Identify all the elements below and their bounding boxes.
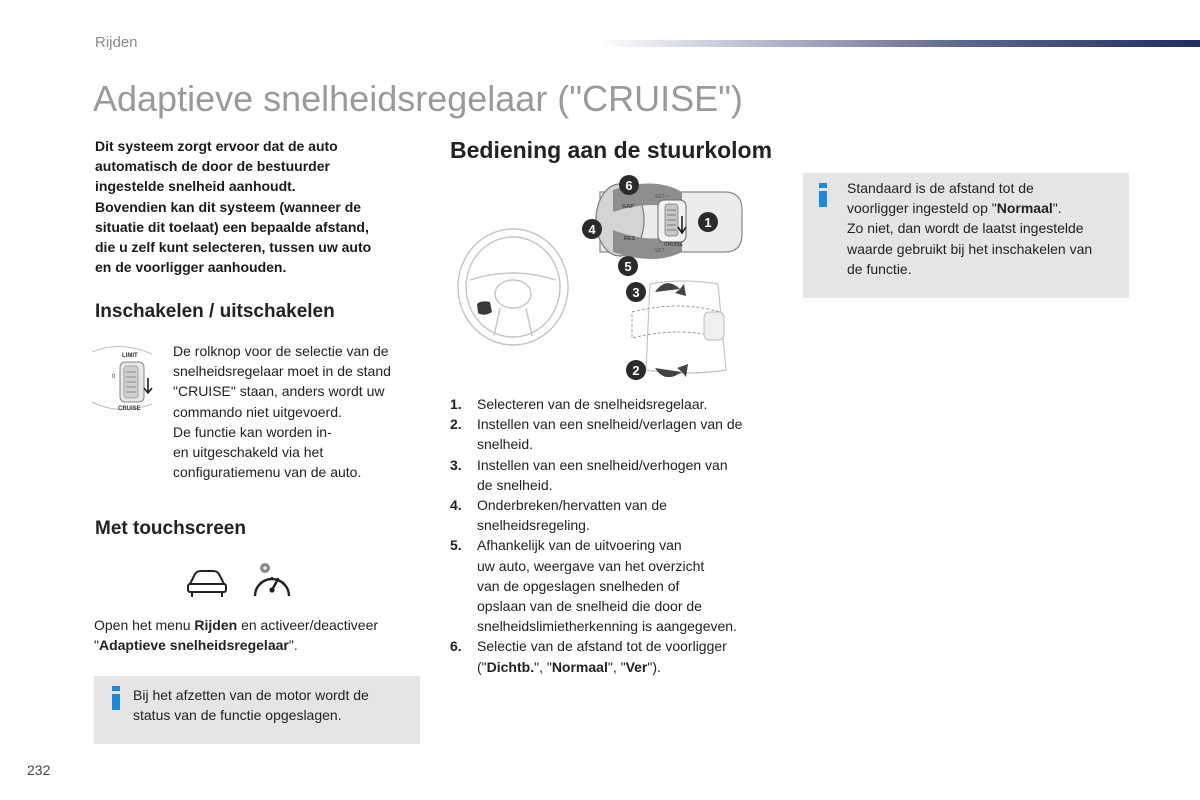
intro-line: Dit systeem zorgt ervoor dat de auto xyxy=(95,138,338,154)
lower-column-illustration xyxy=(632,281,726,377)
svg-text:2: 2 xyxy=(632,363,640,378)
step-line: snelheid. xyxy=(477,436,534,453)
step-line: Selectie van de afstand tot de voorligger xyxy=(477,638,727,655)
info-box-default-distance-text xyxy=(847,178,1127,279)
on-off-line: De functie kan worden in- xyxy=(173,423,332,440)
info-line: de functie. xyxy=(847,260,912,277)
info-line: waarde gebruikt bij het inschakelen van xyxy=(847,240,1093,257)
info-box-default-distance xyxy=(803,173,1129,298)
header-bar xyxy=(600,40,1200,47)
step-line: Instellen van een snelheid/verhogen van xyxy=(477,456,728,473)
info-box-memory xyxy=(94,676,420,744)
svg-text:1: 1 xyxy=(704,215,712,230)
on-off-line: "CRUISE" staan, anders wordt uw xyxy=(173,383,385,400)
distance-option-normaal: Normaal xyxy=(551,658,608,675)
intro-text xyxy=(95,136,415,277)
marker-6 xyxy=(619,175,639,195)
touchscreen-icons xyxy=(185,560,300,604)
on-off-text xyxy=(173,341,423,482)
step-line xyxy=(477,657,780,677)
on-off-line: configuratiemenu van de auto. xyxy=(173,464,362,481)
distance-option-ver: Ver xyxy=(625,658,648,675)
marker-4 xyxy=(582,219,602,239)
info-line xyxy=(847,198,1127,218)
intro-line: en de voorligger aanhouden. xyxy=(95,259,287,276)
step-item xyxy=(450,455,780,495)
step-line: van de opgeslagen snelheden of xyxy=(477,577,680,594)
diagram-res-label: RES xyxy=(624,236,636,242)
marker-1 xyxy=(698,212,718,232)
info-line: Standaard is de afstand tot de xyxy=(847,180,1034,196)
touchscreen-line-2-pre: " xyxy=(94,637,99,654)
diagram-set-minus-label: SET - xyxy=(655,248,668,254)
intro-line: situatie dit toelaat) een bepaalde afstand, xyxy=(95,218,369,235)
on-off-line: De rolknop voor de selectie van de xyxy=(173,343,389,359)
speedometer-icon xyxy=(255,563,289,596)
marker-3 xyxy=(626,282,646,302)
step-number: 2. xyxy=(450,416,462,433)
info-box-memory-text xyxy=(133,685,413,725)
heading-controls: Bediening aan de stuurkolom xyxy=(450,137,773,163)
info-line: status van de functie opgeslagen. xyxy=(133,707,342,724)
touchscreen-line-1-post: en activeer/deactiveer xyxy=(237,617,379,633)
cruise-stalk-illustration xyxy=(596,183,742,259)
heading-on-off: Inschakelen / uitschakelen xyxy=(95,301,335,322)
diagram-cruise-label: CRUISE xyxy=(664,242,683,248)
on-off-line: commando niet uitgevoerd. xyxy=(173,403,342,420)
steering-wheel-illustration xyxy=(458,229,568,345)
touchscreen-line-2-post: ". xyxy=(288,637,298,654)
step-item xyxy=(450,495,780,535)
info-line-2-pre: voorligger ingesteld op " xyxy=(847,200,997,217)
adaptive-cruise-label: Adaptieve snelheidsregelaar xyxy=(98,637,289,654)
svg-text:5: 5 xyxy=(624,259,632,274)
step-line: uw auto, weergave van het overzicht xyxy=(477,557,705,574)
info-line: Bij het afzetten van de motor wordt de xyxy=(133,687,369,703)
step-6-q4: "). xyxy=(647,658,661,675)
step-number: 4. xyxy=(450,497,462,514)
on-off-line: snelheidsregelaar moet in de stand xyxy=(173,363,391,380)
cruise-knob-illustration xyxy=(90,340,170,420)
step-number: 6. xyxy=(450,638,462,655)
info-line: Zo niet, dan wordt de laatst ingestelde xyxy=(847,220,1084,237)
step-item xyxy=(450,414,780,454)
step-number: 5. xyxy=(450,537,462,554)
touchscreen-line xyxy=(94,635,424,655)
step-line: Selecteren van de snelheidsregelaar. xyxy=(477,396,708,412)
step-item xyxy=(450,535,780,636)
step-line: Onderbreken/hervatten van de xyxy=(477,497,667,514)
car-icon xyxy=(188,571,226,597)
marker-2 xyxy=(626,360,646,380)
intro-line: automatisch de door de bestuurder xyxy=(95,158,330,175)
info-line-2-post: ". xyxy=(1052,200,1062,217)
page-title: Adaptieve snelheidsregelaar ("CRUISE") xyxy=(93,78,743,119)
intro-line: ingestelde snelheid aanhoudt. xyxy=(95,178,296,195)
svg-text:6: 6 xyxy=(625,178,633,193)
section-label: Rijden xyxy=(95,34,138,51)
steering-column-diagram xyxy=(450,172,790,387)
touchscreen-line-1-pre: Open het menu xyxy=(94,617,195,633)
step-line: Afhankelijk van de uitvoering van xyxy=(477,537,682,554)
knob-limit-label: LIMIT xyxy=(122,353,138,359)
diagram-gap-label: GAP xyxy=(622,204,634,210)
knob-zero-label: 0 xyxy=(112,374,116,380)
step-6-q3: ", " xyxy=(607,658,626,675)
svg-text:4: 4 xyxy=(588,222,596,237)
step-number: 3. xyxy=(450,456,462,473)
step-item xyxy=(450,636,780,676)
default-normaal-label: Normaal xyxy=(996,200,1053,217)
svg-text:3: 3 xyxy=(632,285,640,300)
step-line: snelheidsregeling. xyxy=(477,517,590,534)
distance-option-dichtb: Dichtb. xyxy=(486,658,535,675)
step-number: 1. xyxy=(450,396,462,412)
step-line: snelheidslimietherkenning is aangegeven. xyxy=(477,618,737,635)
step-item xyxy=(450,394,780,414)
marker-5 xyxy=(618,256,638,276)
knob-cruise-label: CRUISE xyxy=(118,406,141,412)
menu-rijden-label: Rijden xyxy=(194,617,238,633)
step-line: de snelheid. xyxy=(477,476,553,493)
page-number: 232 xyxy=(27,762,51,778)
on-off-line: en uitgeschakeld via het xyxy=(173,444,324,461)
step-6-q1: (" xyxy=(477,658,487,675)
control-steps-list xyxy=(450,394,780,677)
step-6-q2: ", " xyxy=(534,658,552,675)
diagram-set-plus-label: SET + xyxy=(655,194,669,200)
step-line: opslaan van de snelheid die door de xyxy=(477,598,702,615)
heading-touchscreen: Met touchscreen xyxy=(95,518,246,539)
intro-line: die u zelf kunt selecteren, tussen uw auto xyxy=(95,239,372,256)
step-line: Instellen van een snelheid/verlagen van de xyxy=(477,416,743,433)
intro-line: Bovendien kan dit systeem (wanneer de xyxy=(95,198,362,215)
touchscreen-text xyxy=(94,615,424,655)
touchscreen-line xyxy=(94,615,424,635)
